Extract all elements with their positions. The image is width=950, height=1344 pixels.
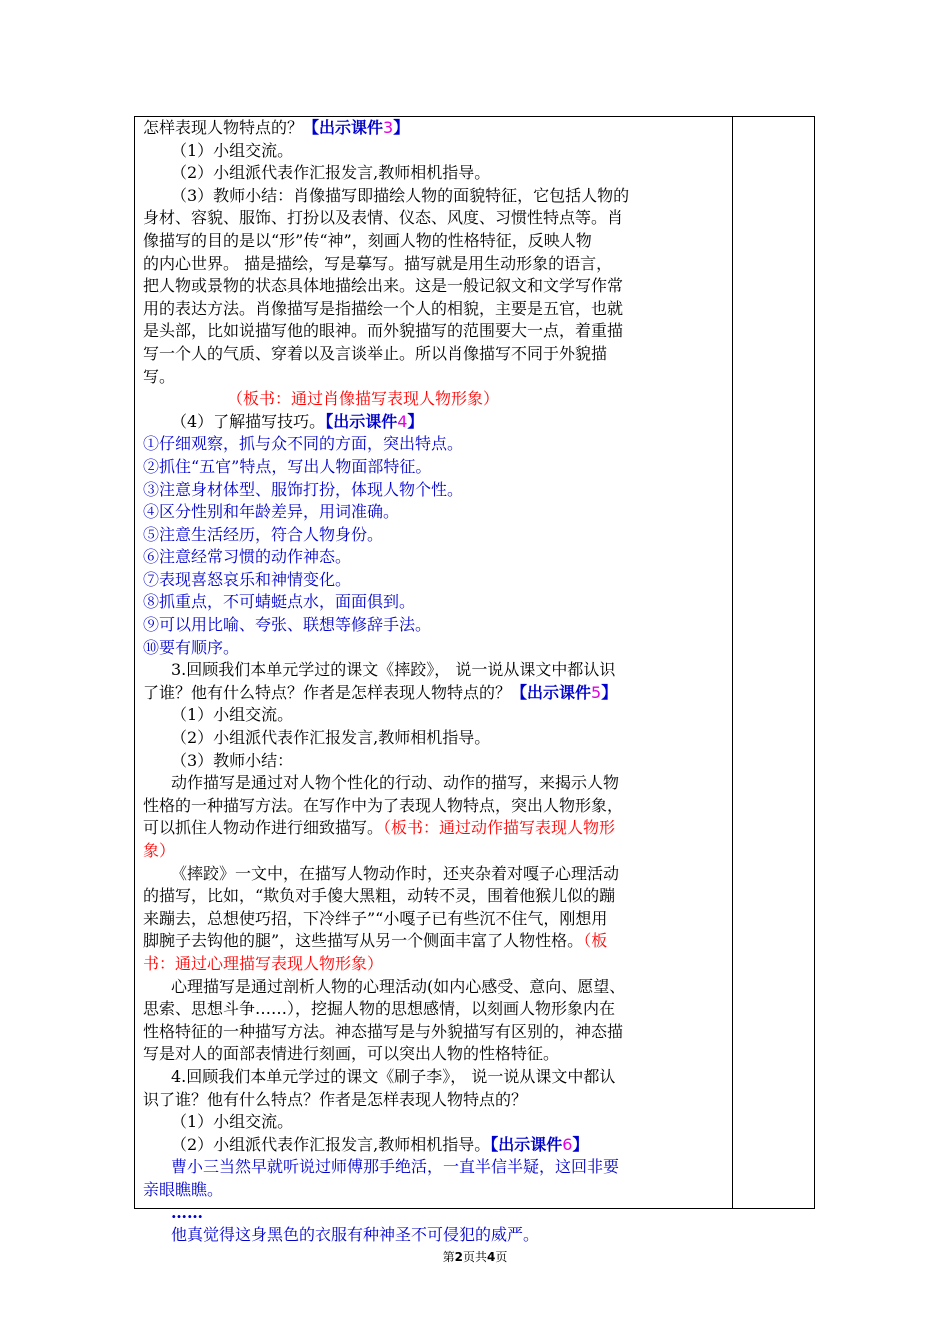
text-line: 思索、思想斗争……），挖掘人物的思想感情，以刻画人物形象内在 bbox=[143, 999, 616, 1019]
text-line: 像描写的目的是以“形”传“神”，刻画人物的性格特征，反映人物 bbox=[143, 230, 592, 250]
lesson-table bbox=[134, 116, 815, 1245]
text-line: 是头部，比如说描写他的眼神。而外貌描写的范围要大一点，着重描 bbox=[143, 321, 624, 341]
text-line: 3.回顾我们本单元学过的课文《摔跤》， 说一说从课文中都认识 bbox=[171, 660, 616, 680]
text-line: 写是对人的面部表情进行刻画，可以突出人物的性格特征。 bbox=[143, 1044, 560, 1064]
text-line: 了谁？他有什么特点？作者是怎样表现人物特点的？【出示课件5】 bbox=[143, 682, 618, 702]
tip-item: ⑨可以用比喻、夸张、联想等修辞手法。 bbox=[143, 615, 432, 635]
quote-ellipsis: …… bbox=[171, 1202, 203, 1222]
courseware-tag: 【出示课件4】 bbox=[325, 411, 424, 431]
courseware-tag: 【出示课件3】 bbox=[303, 118, 410, 137]
text-line: 动作描写是通过对人物个性化的行动、动作的描写，来揭示人物 bbox=[171, 773, 620, 793]
text-line: 心理描写是通过剖析人物的心理活动(如内心感受、意向、愿望、 bbox=[171, 976, 626, 996]
board-note: （板书：通过动作描写表现人物形 bbox=[383, 818, 616, 838]
tip-item: ④区分性别和年龄差异，用词准确。 bbox=[143, 502, 400, 522]
text-line: 怎样表现人物特点的？【出示课件3】 bbox=[143, 118, 410, 137]
text-line: 的内心世界。 描是描绘，写是摹写。描写就是用生动形象的语言， bbox=[143, 253, 613, 273]
tip-item: ⑤注意生活经历，符合人物身份。 bbox=[143, 524, 384, 544]
board-note: 象） bbox=[143, 841, 176, 860]
text-line: 身材、容貌、服饰、打扮以及表情、仪态、风度、习惯性特点等。肖 bbox=[143, 208, 624, 228]
courseware-tag: 【出示课件5】 bbox=[511, 682, 618, 702]
tip-item: ⑩要有顺序。 bbox=[143, 637, 240, 657]
text-line: 用的表达方法。肖像描写是指描绘一个人的相貌，主要是五官，也就 bbox=[143, 298, 624, 318]
text-line: 《摔跤》一文中，在描写人物动作时，还夹杂着对嘎子心理活动 bbox=[171, 863, 620, 883]
text-line: （2）小组派代表作汇报发言,教师相机指导。【出示课件6】 bbox=[171, 1134, 589, 1154]
total-pages: 4 bbox=[487, 1250, 496, 1264]
text-line: 性格特征的一种描写方法。神态描写是与外貌描写有区别的，神态描 bbox=[143, 1021, 624, 1041]
text-line: 把人物或景物的状态具体地描绘出来。这是一般记叙文和文学写作常 bbox=[143, 276, 624, 296]
tip-item: ②抓住“五官”特点，写出人物面部特征。 bbox=[143, 456, 432, 476]
quote-line: 亲眼瞧瞧。 bbox=[143, 1179, 224, 1199]
lesson-content bbox=[143, 117, 729, 1247]
quote-line: 他真觉得这身黑色的衣服有种神圣不可侵犯的威严。 bbox=[171, 1225, 540, 1245]
text-line: （3）教师小结： bbox=[171, 750, 294, 770]
column-divider bbox=[732, 117, 733, 1208]
board-note: （板 bbox=[583, 931, 608, 951]
text-line: 性格的一种描写方法。在写作中为了表现人物特点，突出人物形象， bbox=[143, 795, 624, 815]
board-note: （板书：通过肖像描写表现人物形象） bbox=[227, 389, 500, 409]
page-footer: 第2页共4页 bbox=[442, 1250, 508, 1264]
quote-line: 曹小三当然早就听说过师傅那手绝活，一直半信半疑，这回非要 bbox=[171, 1157, 620, 1177]
text-line: 来蹦去，总想使巧招，下冷绊子”“小嘎子已有些沉不住气，刚想用 bbox=[143, 908, 608, 928]
text-line: 写一个人的气质、穿着以及言谈举止。所以肖像描写不同于外貌描 bbox=[143, 343, 608, 363]
text-line: （1）小组交流。 bbox=[171, 705, 294, 725]
board-note: 书：通过心理描写表现人物形象） bbox=[143, 953, 384, 973]
text-line: （1）小组交流。 bbox=[171, 140, 294, 160]
current-page: 2 bbox=[454, 1250, 463, 1264]
text-line: （4）了解描写技巧。【出示课件4】 bbox=[171, 411, 424, 431]
text-line: 的描写，比如，“欺负对手傻大黑粗，动转不灵，围着他猴儿似的蹦 bbox=[143, 886, 616, 906]
text-line: 写。 bbox=[143, 366, 176, 386]
tip-item: ⑦表现喜怒哀乐和神情变化。 bbox=[143, 569, 352, 589]
text-line: （2）小组派代表作汇报发言,教师相机指导。 bbox=[171, 163, 491, 183]
courseware-tag: 【出示课件6】 bbox=[490, 1134, 589, 1154]
text-line: （1）小组交流。 bbox=[171, 1112, 294, 1132]
text-line: 脚腕子去钩他的腿”，这些描写从另一个侧面丰富了人物性格。（板 bbox=[143, 931, 608, 951]
tip-item: ③注意身材体型、服饰打扮，体现人物个性。 bbox=[143, 479, 464, 499]
text-line: （3）教师小结：肖像描写即描绘人物的面貌特征，它包括人物的 bbox=[171, 185, 630, 205]
tip-item: ⑥注意经常习惯的动作神态。 bbox=[143, 547, 352, 567]
text-line: （2）小组派代表作汇报发言,教师相机指导。 bbox=[171, 728, 491, 748]
tip-item: ⑧抓重点，不可蜻蜓点水，面面俱到。 bbox=[143, 592, 416, 612]
tip-item: ①仔细观察，抓与众不同的方面，突出特点。 bbox=[143, 434, 464, 454]
text-line: 4.回顾我们本单元学过的课文《刷子李》， 说一说从课文中都认 bbox=[171, 1066, 616, 1086]
text-line: 可以抓住人物动作进行细致描写。（板书：通过动作描写表现人物形 bbox=[143, 818, 616, 838]
text-line: 识了谁？他有什么特点？作者是怎样表现人物特点的？ bbox=[143, 1089, 528, 1109]
